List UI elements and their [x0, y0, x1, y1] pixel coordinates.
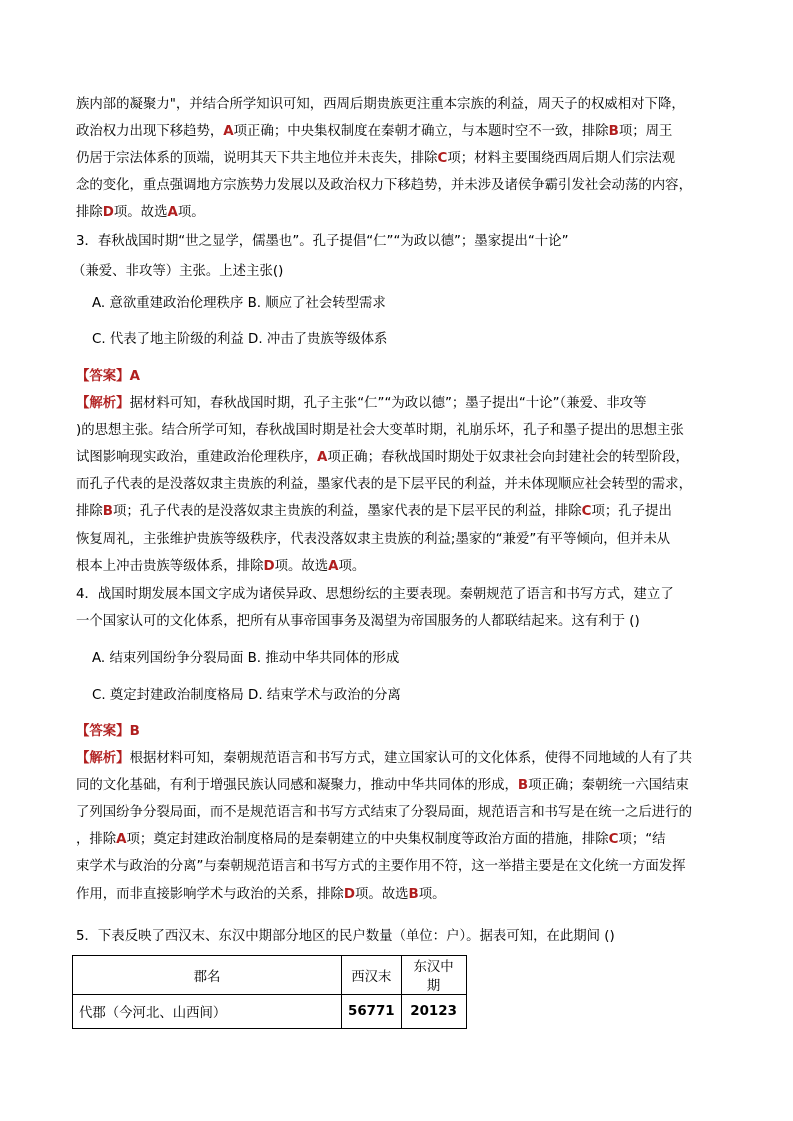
table-row — [73, 995, 467, 1029]
question-4-answer: 【答案】B — [76, 724, 140, 739]
option-b: B. 推动中华共同体的形成 — [247, 651, 400, 666]
option-d: D. 结束学术与政治的分离 — [248, 688, 401, 703]
question-3-analysis-line: 【解析】据材料可知，春秋战国时期，孔子主张“仁”“为政以德”；墨子提出“十论”（兼爱、非攻等 — [76, 396, 647, 411]
q2-analysis-line: 仍居于宗法体系的顶端，说明其天下共主地位并未丧失，排除C项；材料主要围绕西周后期人们宗法观 — [76, 151, 676, 166]
question-4-options-ab — [92, 649, 742, 669]
question-3-stem: （兼爱、非攻等）主张。上述主张() — [72, 264, 284, 279]
question-4-analysis-line: ，排除A项；奠定封建政治制度格局的是秦朝建立的中央集权制度等政治方面的措施，排除C项；“结 — [76, 832, 666, 847]
question-3-analysis-line: )的思想主张。结合所学可知，春秋战国时期是社会大变革时期，礼崩乐坏，孔子和墨子提出的思想主张 — [76, 423, 684, 438]
option-c: C. 奠定封建政治制度格局 — [92, 688, 244, 703]
question-3-analysis-line: 根本上冲击贵族等级体系，排除D项。故选A项。 — [76, 559, 366, 574]
q2-analysis-line: 政治权力出现下移趋势，A项正确；中央集权制度在秦朝才确立，与本题时空不一致，排除B项；周王 — [76, 124, 673, 139]
question-4-stem: 4．战国时期发展本国文字成为诸侯异政、思想纷纭的主要表现。秦朝规范了语言和书写方式，建立了 — [76, 587, 674, 602]
question-4-analysis-line: 了列国纷争分裂局面，而不是规范语言和书写方式结束了分裂局面，规范语言和书写是在统一之后进行的 — [76, 805, 692, 820]
table-header: 东汉中期 — [401, 956, 466, 995]
question-4-options-cd — [92, 686, 742, 706]
q2-analysis-line: 族内部的凝聚力"，并结合所学知识可知，西周后期贵族更注重本宗族的利益，周天子的权威相对下降， — [76, 97, 685, 112]
question-3-options-ab — [92, 294, 742, 314]
question-3-analysis-line: 恢复周礼，主张维护贵族等级秩序，代表没落奴隶主贵族的利益;墨家的“兼爱”有平等倾向，但并未从 — [76, 532, 671, 547]
population-table — [72, 955, 467, 1029]
question-3-analysis-line: 而孔子代表的是没落奴隶主贵族的利益，墨家代表的是下层平民的利益，并未体现顺应社会转型的需求， — [76, 477, 692, 492]
question-4-analysis-line: 作用，而非直接影响学术与政治的关系，排除D项。故选B项。 — [76, 887, 446, 902]
question-4-stem: 一个国家认可的文化体系，把所有从事帝国事务及渴望为帝国服务的人都联结起来。这有利于 () — [76, 614, 640, 629]
option-a: A. 结束列国纷争分裂局面 — [92, 651, 244, 666]
question-4-analysis-line: 同的文化基础，有利于增强民族认同感和凝聚力，推动中华共同体的形成，B项正确；秦朝统一六国结束 — [76, 778, 689, 793]
option-c: C. 代表了地主阶级的利益 — [92, 332, 244, 347]
question-3-options-cd — [92, 330, 742, 350]
table-header-row — [73, 956, 467, 995]
question-3-analysis-line: 排除B项；孔子代表的是没落奴隶主贵族的利益，墨家代表的是下层平民的利益，排除C项；孔子提出 — [76, 504, 672, 519]
question-3-analysis-line: 试图影响现实政治，重建政治伦理秩序，A项正确；春秋战国时期处于奴隶社会向封建社会的转型阶段， — [76, 450, 689, 465]
question-3-answer: 【答案】A — [76, 369, 140, 384]
q2-analysis-line: 排除D项。故选A项。 — [76, 205, 205, 220]
table-cell: 代郡（今河北、山西间） — [73, 995, 342, 1029]
option-a: A. 意欲重建政治伦理秩序 — [92, 296, 244, 311]
table-cell: 20123 — [401, 995, 466, 1029]
question-4-analysis-line: 束学术与政治的分离”与秦朝规范语言和书写方式的主要作用不符，这一举措主要是在文化统一方面发挥 — [76, 859, 686, 874]
question-5-stem: 5．下表反映了西汉末、东汉中期部分地区的民户数量（单位：户）。据表可知，在此期间 () — [76, 929, 615, 944]
question-4-analysis-line: 【解析】根据材料可知，秦朝规范语言和书写方式，建立国家认可的文化体系，使得不同地域的人有了共 — [76, 751, 692, 766]
option-b: B. 顺应了社会转型需求 — [247, 296, 386, 311]
table-header: 郡名 — [73, 956, 342, 995]
q2-analysis-line: 念的变化，重点强调地方宗族势力发展以及政治权力下移趋势，并未涉及诸侯争霸引发社会动荡的内容， — [76, 178, 692, 193]
table-cell: 56771 — [342, 995, 402, 1029]
question-3-stem: 3．春秋战国时期“世之显学，儒墨也”。孔子提倡“仁”“为政以德”；墨家提出“十论” — [76, 234, 569, 249]
table-header: 西汉末 — [342, 956, 402, 995]
option-d: D. 冲击了贵族等级体系 — [248, 332, 388, 347]
